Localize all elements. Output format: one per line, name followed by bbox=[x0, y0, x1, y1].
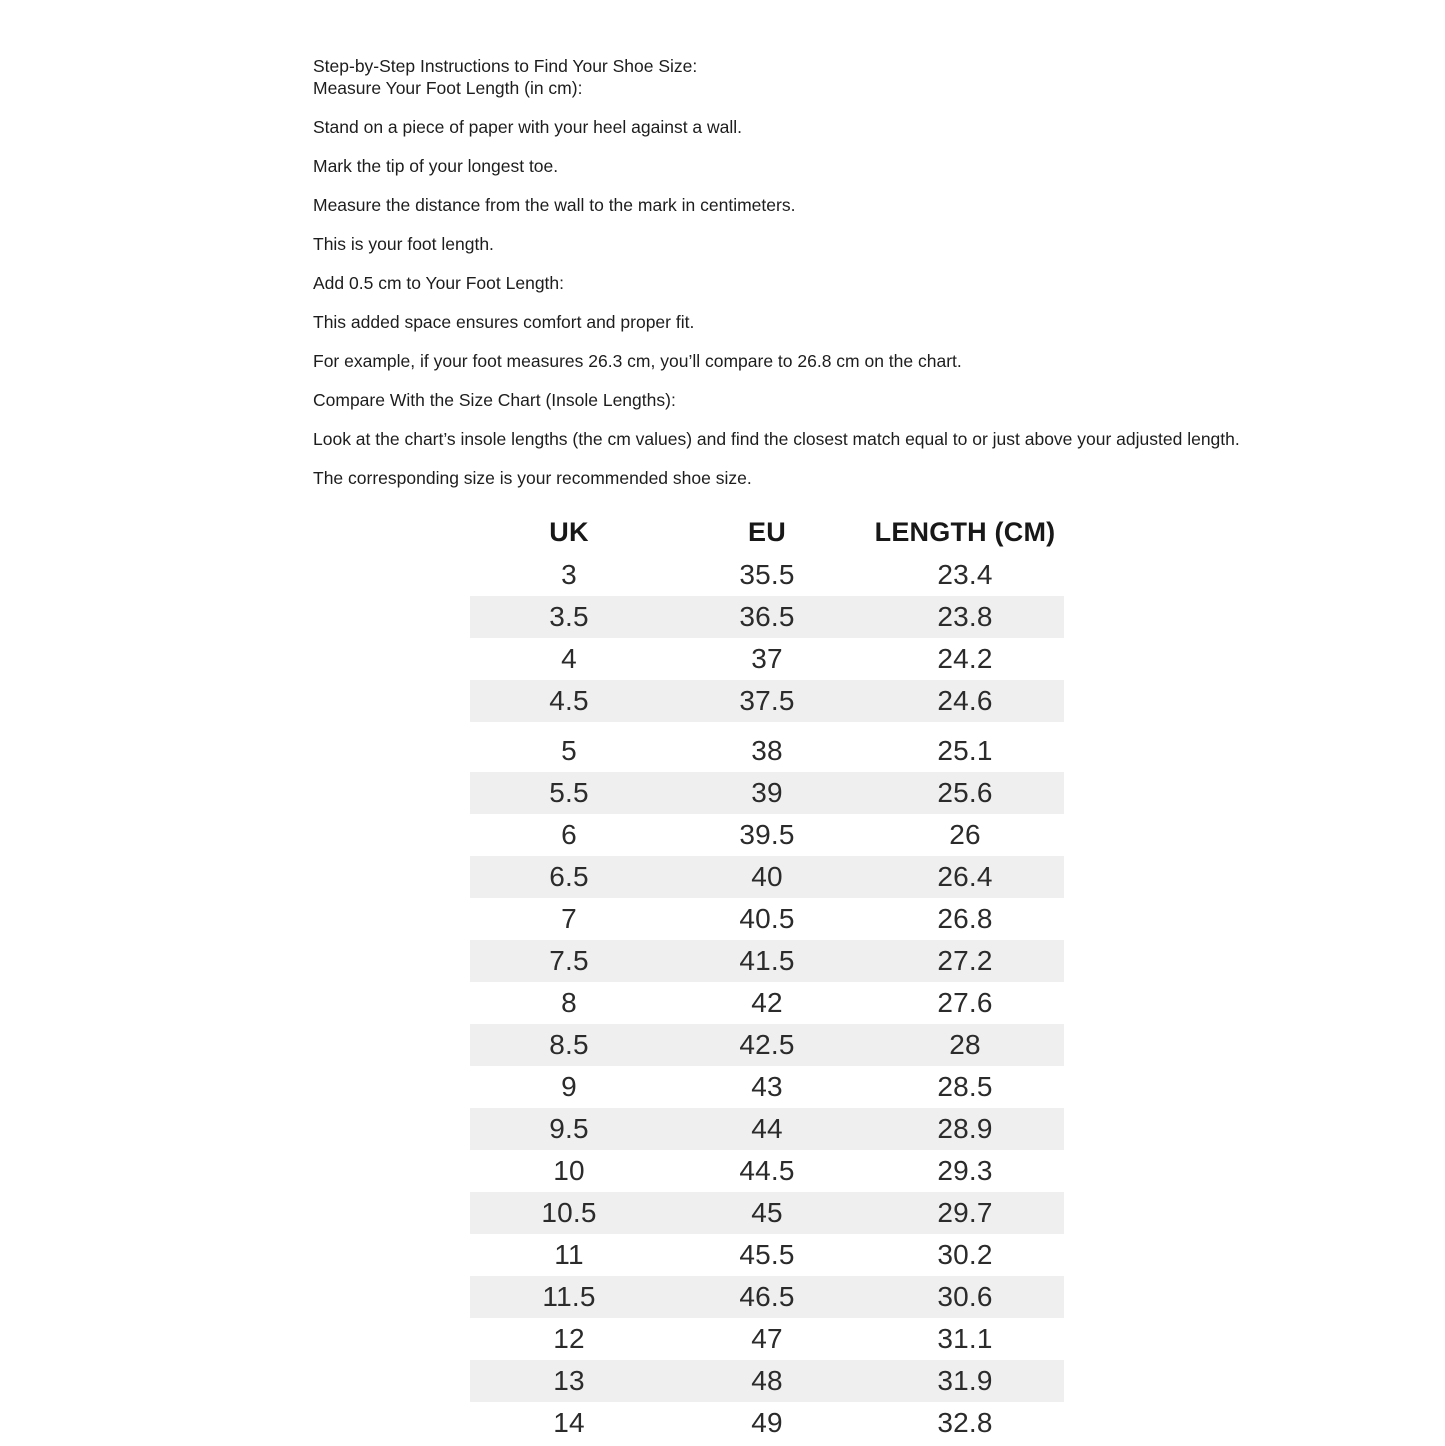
table-row bbox=[470, 1150, 1064, 1192]
table-cell: 29.3 bbox=[937, 1155, 993, 1186]
table-cell: 38 bbox=[751, 735, 783, 766]
instruction-paragraph: Mark the tip of your longest toe. bbox=[313, 156, 559, 176]
instruction-paragraph: Measure the distance from the wall to the mark in centimeters. bbox=[313, 195, 796, 215]
table-row bbox=[470, 856, 1064, 898]
table-cell: 6 bbox=[561, 819, 577, 850]
table-cell: 23.4 bbox=[937, 559, 993, 590]
table-cell: 9 bbox=[561, 1071, 577, 1102]
table-cell: 23.8 bbox=[937, 601, 993, 632]
table-cell: 42 bbox=[751, 987, 783, 1018]
instruction-paragraph: The corresponding size is your recommended shoe size. bbox=[313, 468, 752, 488]
table-row bbox=[470, 554, 1064, 596]
heading-line-1: Step-by-Step Instructions to Find Your Shoe Size: bbox=[313, 56, 698, 76]
table-cell: 12 bbox=[553, 1323, 585, 1354]
table-cell: 14 bbox=[553, 1407, 585, 1438]
table-cell: 26.8 bbox=[937, 903, 993, 934]
table-cell: 30.2 bbox=[937, 1239, 993, 1270]
table-row bbox=[470, 982, 1064, 1024]
size-chart-table bbox=[470, 510, 1064, 1444]
instruction-paragraph: Compare With the Size Chart (Insole Lengths): bbox=[313, 390, 676, 410]
table-cell: 24.2 bbox=[937, 643, 993, 674]
table-row bbox=[470, 1402, 1064, 1444]
table-cell: 26 bbox=[949, 819, 981, 850]
heading-line-2: Measure Your Foot Length (in cm): bbox=[313, 78, 583, 98]
table-row bbox=[470, 940, 1064, 982]
table-row bbox=[470, 1318, 1064, 1360]
instruction-paragraph: This is your foot length. bbox=[313, 234, 494, 254]
instructions-heading bbox=[313, 55, 1313, 99]
table-cell: 29.7 bbox=[937, 1197, 993, 1228]
column-header-eu: EU bbox=[748, 516, 786, 547]
table-cell: 8 bbox=[561, 987, 577, 1018]
table-row bbox=[470, 1360, 1064, 1402]
table-row bbox=[470, 1066, 1064, 1108]
table-cell: 30.6 bbox=[937, 1281, 993, 1312]
table-cell: 43 bbox=[751, 1071, 783, 1102]
table-cell: 4.5 bbox=[549, 685, 589, 716]
table-cell: 45 bbox=[751, 1197, 783, 1228]
table-row bbox=[470, 814, 1064, 856]
table-cell: 37 bbox=[751, 643, 783, 674]
table-cell: 5 bbox=[561, 735, 577, 766]
table-cell: 27.6 bbox=[937, 987, 993, 1018]
table-row bbox=[470, 772, 1064, 814]
table-cell: 24.6 bbox=[937, 685, 993, 716]
table-cell: 40.5 bbox=[739, 903, 795, 934]
table-row bbox=[470, 596, 1064, 638]
instruction-paragraph: For example, if your foot measures 26.3 cm, you’ll compare to 26.8 cm on the chart. bbox=[313, 351, 962, 371]
table-cell: 26.4 bbox=[937, 861, 993, 892]
table-row bbox=[470, 898, 1064, 940]
table-cell: 32.8 bbox=[937, 1407, 993, 1438]
table-cell: 39 bbox=[751, 777, 783, 808]
column-header-uk: UK bbox=[549, 516, 589, 547]
table-row bbox=[470, 1108, 1064, 1150]
table-cell: 37.5 bbox=[739, 685, 795, 716]
table-row bbox=[470, 638, 1064, 680]
table-cell: 48 bbox=[751, 1365, 783, 1396]
table-cell: 36.5 bbox=[739, 601, 795, 632]
column-header-length-cm: LENGTH (CM) bbox=[874, 516, 1056, 547]
table-row bbox=[470, 1192, 1064, 1234]
table-cell: 41.5 bbox=[739, 945, 795, 976]
table-cell: 13 bbox=[553, 1365, 585, 1396]
table-cell: 10.5 bbox=[541, 1197, 597, 1228]
table-cell: 10 bbox=[553, 1155, 585, 1186]
size-table-body bbox=[470, 554, 1064, 1444]
table-cell: 4 bbox=[561, 643, 577, 674]
table-cell: 3.5 bbox=[549, 601, 589, 632]
instruction-paragraph: Look at the chart’s insole lengths (the cm values) and find the closest match equal to or just above your adjusted length. bbox=[313, 429, 1240, 449]
table-cell: 49 bbox=[751, 1407, 783, 1438]
table-cell: 47 bbox=[751, 1323, 783, 1354]
table-cell: 46.5 bbox=[739, 1281, 795, 1312]
table-cell: 28 bbox=[949, 1029, 981, 1060]
table-cell: 11 bbox=[554, 1239, 584, 1270]
table-cell: 28.5 bbox=[937, 1071, 993, 1102]
table-cell: 8.5 bbox=[549, 1029, 589, 1060]
table-cell: 9.5 bbox=[549, 1113, 589, 1144]
instructions bbox=[313, 55, 1313, 506]
table-cell: 31.9 bbox=[937, 1365, 993, 1396]
table-cell: 3 bbox=[561, 559, 577, 590]
table-cell: 39.5 bbox=[739, 819, 795, 850]
table-cell: 11.5 bbox=[542, 1281, 596, 1312]
instruction-paragraph: Add 0.5 cm to Your Foot Length: bbox=[313, 273, 565, 293]
table-cell: 45.5 bbox=[739, 1239, 795, 1270]
table-row bbox=[470, 730, 1064, 772]
table-cell: 44 bbox=[751, 1113, 783, 1144]
table-row bbox=[470, 680, 1064, 722]
table-row bbox=[470, 1276, 1064, 1318]
table-cell: 6.5 bbox=[549, 861, 589, 892]
table-cell: 25.6 bbox=[937, 777, 993, 808]
instruction-paragraph: Stand on a piece of paper with your heel against a wall. bbox=[313, 117, 743, 137]
table-cell: 7 bbox=[561, 903, 577, 934]
table-cell: 28.9 bbox=[937, 1113, 993, 1144]
instruction-paragraph: This added space ensures comfort and proper fit. bbox=[313, 312, 695, 332]
table-cell: 27.2 bbox=[937, 945, 993, 976]
table-row bbox=[470, 1024, 1064, 1066]
table-cell: 40 bbox=[751, 861, 783, 892]
table-row bbox=[470, 1234, 1064, 1276]
table-cell: 35.5 bbox=[739, 559, 795, 590]
table-cell: 31.1 bbox=[937, 1323, 993, 1354]
table-cell: 25.1 bbox=[937, 735, 993, 766]
table-header-row bbox=[470, 510, 1064, 554]
table-cell: 5.5 bbox=[549, 777, 589, 808]
table-cell: 7.5 bbox=[549, 945, 589, 976]
table-cell: 42.5 bbox=[739, 1029, 795, 1060]
table-cell: 44.5 bbox=[739, 1155, 795, 1186]
